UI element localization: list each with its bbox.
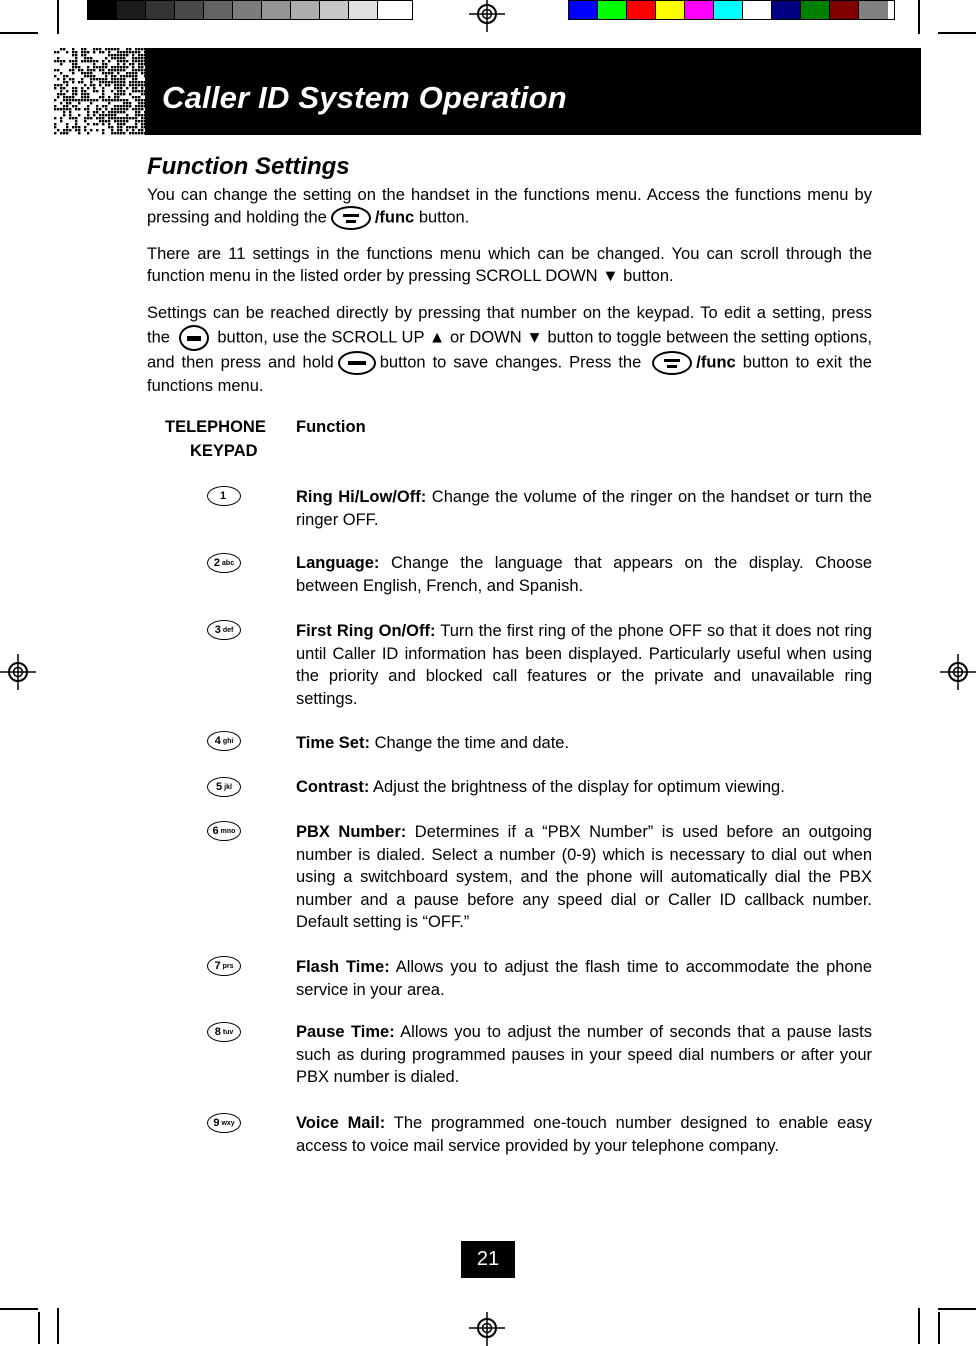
keypad-key-3: 3 def bbox=[207, 620, 241, 640]
color-swatch bbox=[801, 1, 830, 19]
list-item: Flash Time: Allows you to adjust the flash time to accommodate the phone service in your area. bbox=[296, 958, 872, 999]
color-swatch bbox=[685, 1, 714, 19]
function-column-header: Function bbox=[296, 418, 366, 436]
intro-paragraph-3: Settings can be reached directly by pressing that number on the keypad. To edit a setting, press the button, use the SCROLL UP ▲ or DOWN ▼ button to toggle between the setting options, and then press and hold button to save changes. Press the /func button to exit the functions menu. bbox=[147, 304, 872, 395]
list-item: Contrast: Adjust the brightness of the display for optimum viewing. bbox=[296, 778, 785, 796]
color-swatch bbox=[859, 1, 888, 19]
keypad-key-2: 2 abc bbox=[207, 553, 241, 573]
grayscale-registration-bar bbox=[87, 0, 413, 20]
crop-mark bbox=[0, 32, 38, 34]
keypad-key-7: 7 prs bbox=[207, 956, 241, 976]
keypad-key-1: 1 bbox=[207, 486, 241, 506]
list-item: Pause Time: Allows you to adjust the number of seconds that a pause lasts such as during programmed pauses in your speed dial numbers or after your PBX number is dialed. bbox=[296, 1023, 872, 1087]
page-number: 21 bbox=[461, 1241, 515, 1278]
color-swatch bbox=[830, 1, 859, 19]
list-item: Voice Mail: The programmed one-touch number designed to enable easy access to voice mail service provided by your telephone company. bbox=[296, 1114, 872, 1155]
color-registration-bar bbox=[568, 0, 895, 20]
crop-mark bbox=[938, 1312, 940, 1344]
page-title: Caller ID System Operation bbox=[162, 80, 567, 115]
color-swatch bbox=[656, 1, 685, 19]
color-swatch bbox=[627, 1, 656, 19]
scroll-down-arrow-icon: ▼ bbox=[526, 328, 543, 347]
color-swatch bbox=[320, 1, 349, 19]
list-item: Language: Change the language that appears on the display. Choose between English, French, and Spanish. bbox=[296, 554, 872, 595]
menu-button-icon bbox=[331, 206, 371, 230]
color-swatch bbox=[349, 1, 378, 19]
color-swatch bbox=[743, 1, 772, 19]
color-swatch bbox=[714, 1, 743, 19]
color-swatch bbox=[175, 1, 204, 19]
keypad-key-8: 8 tuv bbox=[207, 1022, 241, 1042]
list-item: PBX Number: Determines if a “PBX Number” is used before an outgoing number is dialed. Select a number (0-9) which is necessary to dial out when using a switchboard system, and the phone will automatically dial the PBX number and a pause before any speed dial or Caller ID callback number. Default setting is “OFF.” bbox=[296, 823, 872, 932]
color-swatch bbox=[117, 1, 146, 19]
crop-mark bbox=[57, 0, 59, 34]
color-swatch bbox=[88, 1, 117, 19]
list-item: Time Set: Change the time and date. bbox=[296, 734, 570, 752]
scroll-down-arrow-icon: ▼ bbox=[602, 267, 619, 285]
keypad-key-9: 9 wxy bbox=[207, 1113, 241, 1133]
registration-target-icon bbox=[469, 1310, 505, 1346]
crop-mark bbox=[938, 1308, 976, 1310]
section-title: Function Settings bbox=[147, 153, 350, 180]
list-item: First Ring On/Off: Turn the first ring of the phone OFF so that it does not ring until Caller ID information has been displayed. Particularly useful when using the priority and blocked call features or the private and unavailable ring settings. bbox=[296, 622, 872, 708]
crop-mark bbox=[918, 1308, 920, 1344]
intro-paragraph-2: There are 11 settings in the functions menu which can be changed. You can scroll through the function menu in the listed order by pressing SCROLL DOWN ▼ button. bbox=[147, 245, 872, 285]
keypad-key-5: 5 jkl bbox=[207, 777, 241, 797]
registration-target-icon bbox=[469, 0, 505, 36]
keypad-column-header-line2: KEYPAD bbox=[190, 442, 258, 460]
registration-target-icon bbox=[0, 654, 36, 690]
menu-button-icon bbox=[652, 351, 692, 375]
color-swatch bbox=[262, 1, 291, 19]
color-swatch bbox=[598, 1, 627, 19]
crop-mark bbox=[938, 32, 976, 34]
keypad-key-6: 6 mno bbox=[207, 821, 241, 841]
color-swatch bbox=[204, 1, 233, 19]
crop-mark bbox=[0, 1308, 38, 1310]
registration-target-icon bbox=[940, 654, 976, 690]
save-button-icon bbox=[338, 351, 376, 375]
color-swatch bbox=[772, 1, 801, 19]
header-pattern-graphic bbox=[54, 48, 145, 135]
select-button-icon bbox=[179, 325, 209, 351]
color-swatch bbox=[378, 1, 407, 19]
intro-paragraph-1: You can change the setting on the handset in the functions menu. Access the functions menu by pressing and holding the /func button. bbox=[147, 184, 872, 230]
crop-mark bbox=[38, 1312, 40, 1344]
color-swatch bbox=[233, 1, 262, 19]
crop-mark bbox=[57, 1308, 59, 1344]
crop-mark bbox=[918, 0, 920, 34]
list-item: Ring Hi/Low/Off: Change the volume of the ringer on the handset or turn the ringer OFF. bbox=[296, 488, 872, 529]
keypad-key-4: 4 ghi bbox=[207, 731, 241, 751]
keypad-column-header-line1: TELEPHONE bbox=[165, 418, 266, 436]
color-swatch bbox=[569, 1, 598, 19]
scroll-up-arrow-icon: ▲ bbox=[428, 328, 446, 347]
color-swatch bbox=[291, 1, 320, 19]
color-swatch bbox=[146, 1, 175, 19]
